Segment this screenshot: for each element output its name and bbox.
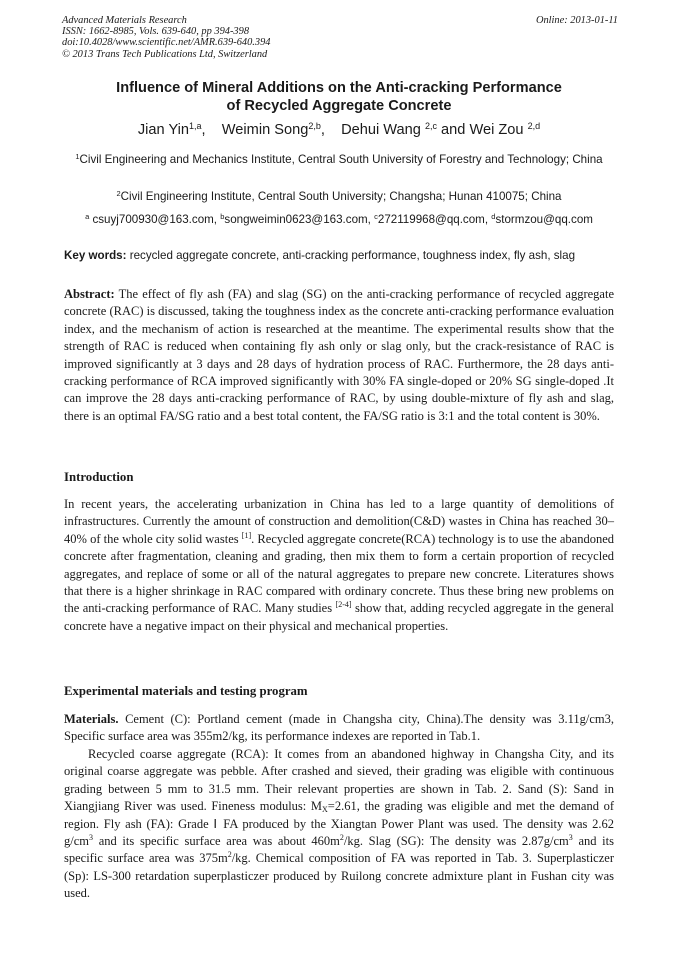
author-list xyxy=(40,121,638,139)
intro-text-3: show that, adding recycled aggregate in the general concrete have a negative impact on their physical and mechanical properties. xyxy=(64,601,614,633)
author-4-affil: 2,d xyxy=(527,121,541,131)
citation-1: [1] xyxy=(241,530,252,540)
rca-text-4: /kg. Slag (SG): The density was 2.87g/cm xyxy=(343,834,569,849)
keywords xyxy=(64,248,624,263)
experimental-heading: Experimental materials and testing program xyxy=(64,684,308,698)
intro-text-1: In recent years, the accelerating urbanization in China has led to a large quantity of demolitions of infrastructures. Currently the amount of construction and demolition(C&D) wastes in China has reached 30–40% of the whole city solid wastes xyxy=(64,497,614,546)
rca-text-3: and its specific surface area was about 460m xyxy=(93,834,340,849)
materials-label: Materials. xyxy=(64,712,119,726)
rca-paragraph xyxy=(64,746,614,903)
rca-text-6: /kg. Chemical composition of FA was reported in Tab. 3. Superplasticzer (Sp): LS-300 retardation superplasticzer produced by Ruilong concrete admixture plant in Fushan city was used. xyxy=(64,851,614,901)
keywords-label: Key words: xyxy=(64,249,127,262)
author-separator: , xyxy=(320,122,325,138)
email-mark-a: a xyxy=(85,212,90,221)
journal-doi: doi:10.4028/www.scientific.net/AMR.639-640.394 xyxy=(62,37,271,49)
email-b: songweimin0623@163.com, xyxy=(224,213,375,226)
citation-2-4: [2-4] xyxy=(335,600,352,610)
abstract xyxy=(64,286,614,425)
abstract-label: Abstract: xyxy=(64,287,115,301)
keywords-text: recycled aggregate concrete, anti-cracking performance, toughness index, fly ash, slag xyxy=(126,249,576,262)
rca-text-1: Recycled coarse aggregate (RCA): It comes from an abandoned highway in Changsha City, and its original coarse aggregate was pebble. After crashed and sieved, their grading was eligible with continuous grading between 5 mm to 31.5 mm. Their relevant properties are shown in Tab. 2. Sand (S): Sand in Xiangjiang River was used. Fineness modulus: M xyxy=(64,747,614,814)
author-emails xyxy=(40,212,638,227)
affiliation-2 xyxy=(40,188,638,207)
affiliation-1-text: Civil Engineering and Mechanics Institute, Central South University of Forestry and Technology; China xyxy=(79,153,603,166)
affiliation-1 xyxy=(40,151,638,170)
author-2-affil: 2,b xyxy=(308,121,321,131)
journal-header xyxy=(62,15,618,60)
affiliation-1-mark: 1 xyxy=(75,152,80,161)
unit-superscript: 3 xyxy=(568,833,573,843)
unit-superscript: 2 xyxy=(339,833,344,843)
title-line-2: of Recycled Aggregate Concrete xyxy=(226,97,452,114)
author-and: and xyxy=(436,122,470,138)
unit-superscript: 2 xyxy=(227,850,232,860)
email-mark-b: b xyxy=(220,212,225,221)
rca-text-2: =2.61, the grading was eligible and met the demand of region. Fly ash (FA): Grade Ⅰ FA produced by the Xiangtan Power Plant was used. The density was 2.62 g/cm xyxy=(64,799,614,849)
affiliation-2-mark: 2 xyxy=(116,189,121,198)
introduction-paragraph xyxy=(64,496,614,635)
journal-copyright: © 2013 Trans Tech Publications Ltd, Switzerland xyxy=(62,48,268,60)
email-a: csuyj700930@163.com, xyxy=(89,213,221,226)
author-4: Wei Zou xyxy=(469,122,524,138)
materials-paragraph xyxy=(64,711,614,746)
email-c: 272119968@qq.com, xyxy=(377,213,492,226)
introduction-heading: Introduction xyxy=(64,470,134,484)
paper-title xyxy=(40,80,638,115)
author-3-affil: 2,c xyxy=(424,121,437,131)
abstract-text: The effect of fly ash (FA) and slag (SG) on the anti-cracking performance of recycled aggregate concrete (RAC) is discussed, taking the toughness index as the concrete anti-cracking performance evaluation index, and the mechanism of action is researched at the meantime. The experimental results show that the strength of RAC is reduced when containing fly ash only or slag only, but the crack-resistance of RAC is improved significantly at 3 days and 28 days of hydration process of RAC. Furthermore, the 28 days anti-cracking performance of RCA improved significantly with 30% FA single-doped or 20% SG single-doped .It can improve the 28 days anti-cracking performance of RAC, by using double-mixture of fly ash and slag, there is an optimal FA/SG ratio and a best total content, the FA/SG ratio is 3:1 and the total content is 30%. xyxy=(64,287,614,423)
email-d: stormzou@qq.com xyxy=(495,213,593,226)
email-mark-d: d xyxy=(491,212,496,221)
fineness-subscript: X xyxy=(322,805,328,815)
online-date: Online: 2013-01-11 xyxy=(535,15,618,26)
affiliation-2-text: Civil Engineering Institute, Central South University; Changsha; Hunan 410075; China xyxy=(120,190,562,203)
journal-issn: ISSN: 1662-8985, Vols. 639-640, pp 394-398 xyxy=(62,26,250,38)
journal-name: Advanced Materials Research xyxy=(62,15,187,26)
intro-text-2: . Recycled aggregate concrete(RCA) technology is to use the abandoned concrete after fragmentation, cleaning and grading, then mix them to form a certain proportion of recycled aggregates, and replace of some or all of the natural aggregates to prepare new concrete. Literatures shows that there is a higher shrinkage in RAC compared with ordinary concrete. Thus these bring new problems on the anti-cracking performance of RAC. Many studies xyxy=(64,531,614,616)
rca-text-5: and its specific surface area was 375m xyxy=(64,834,614,866)
unit-superscript: 3 xyxy=(89,833,93,843)
author-2: Weimin Song xyxy=(221,122,309,138)
title-line-1: Influence of Mineral Additions on the Anti-cracking Performance xyxy=(116,80,562,96)
author-1-affil: 1,a xyxy=(189,121,202,131)
author-separator: , xyxy=(201,122,206,138)
author-3: Dehui Wang xyxy=(341,122,421,138)
materials-text: Cement (C): Portland cement (made in Changsha city, China).The density was 3.11g/cm3, Specific surface area was 355m2/kg, its performance indexes are reported in Tab.1. xyxy=(64,712,614,744)
email-mark-c: c xyxy=(374,212,378,221)
author-1: Jian Yin xyxy=(137,122,189,138)
